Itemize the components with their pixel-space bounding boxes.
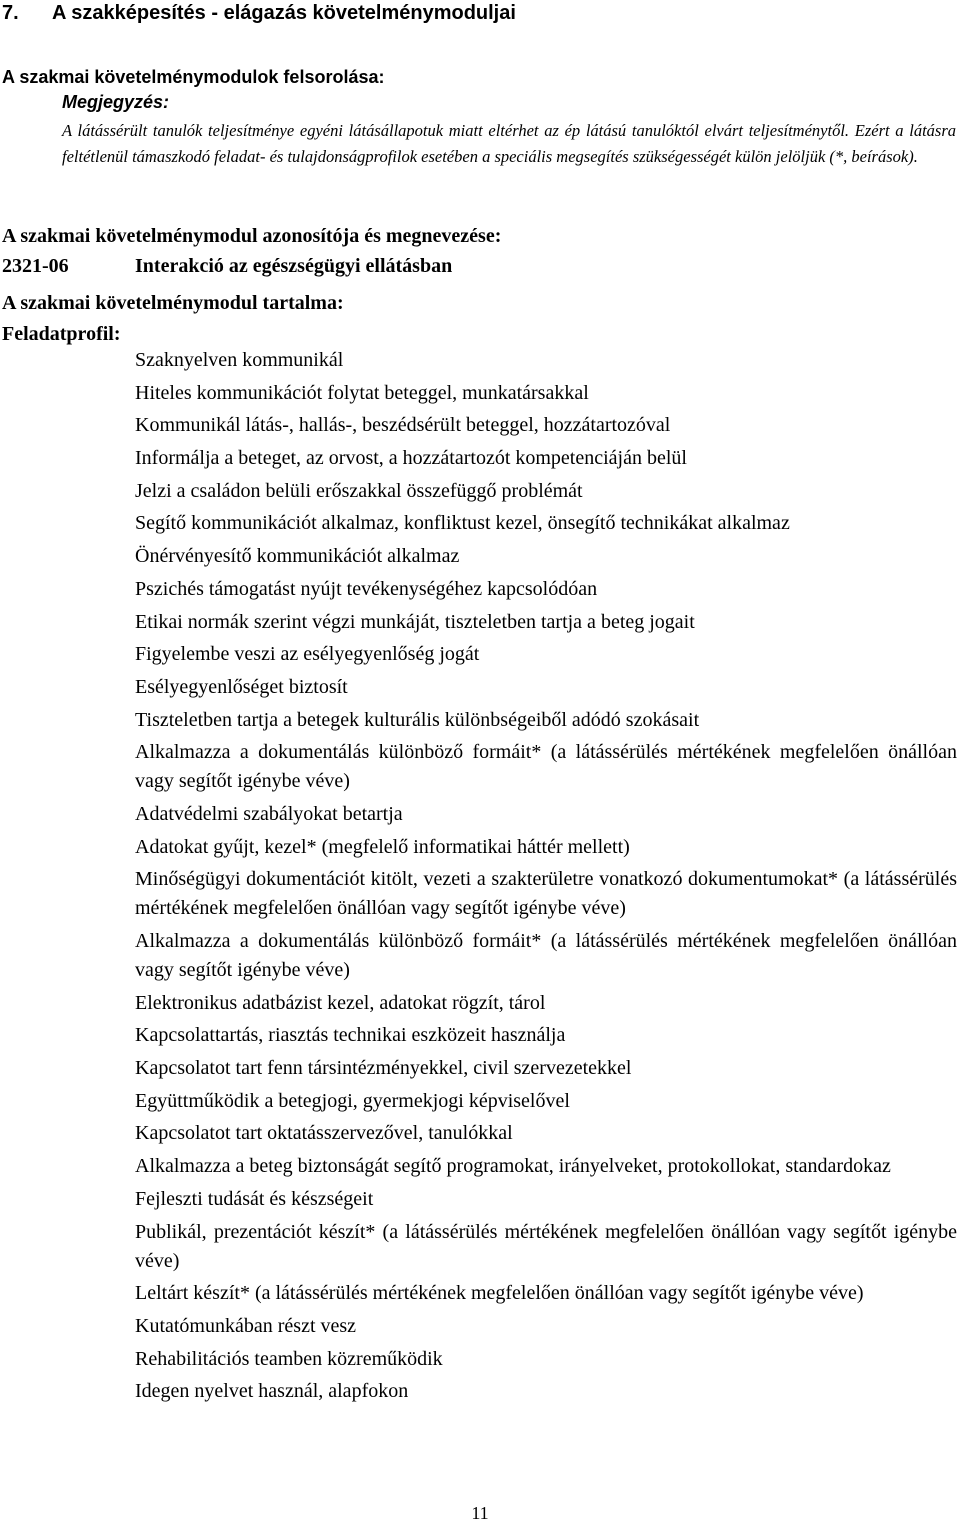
module-name: Interakció az egészségügyi ellátásban xyxy=(135,255,453,277)
task-item: Alkalmazza a beteg biztonságát segítő programokat, irányelveket, protokollokat, standardokaz xyxy=(135,1155,891,1178)
module-code: 2321-06 xyxy=(2,255,69,277)
task-item: Alkalmazza a dokumentálás különböző formáit* (a látássérülés mértékének megfelelően önállóan vagy segítőt igénybe véve) xyxy=(135,930,957,981)
task-item: Kapcsolatot tart oktatásszervezővel, tanulókkal xyxy=(135,1122,513,1145)
module-content-title: A szakmai követelménymodul tartalma: xyxy=(2,292,344,314)
task-item: Elektronikus adatbázist kezel, adatokat rögzít, tárol xyxy=(135,991,546,1014)
task-item: Kapcsolattartás, riasztás technikai eszközeit használja xyxy=(135,1024,566,1047)
module-code-row xyxy=(2,253,452,279)
task-item: Adatokat gyűjt, kezel* (megfelelő informatikai háttér mellett) xyxy=(135,835,630,858)
chapter-number: 7. xyxy=(2,2,19,24)
note-heading: Megjegyzés: xyxy=(62,92,170,112)
task-item: Kutatómunkában részt vesz xyxy=(135,1314,357,1337)
task-item: Segítő kommunikációt alkalmaz, konfliktust kezel, önsegítő technikákat alkalmaz xyxy=(135,512,790,535)
task-item: Adatvédelmi szabályokat betartja xyxy=(135,802,403,825)
task-item: Tiszteletben tartja a betegek kulturális különbségeiből adódó szokásait xyxy=(135,708,700,731)
task-item: Rehabilitációs teamben közreműködik xyxy=(135,1347,443,1370)
task-item: Idegen nyelvet használ, alapfokon xyxy=(135,1380,409,1403)
task-item: Jelzi a családon belüli erőszakkal összefüggő problémát xyxy=(135,479,583,502)
chapter-heading xyxy=(2,0,516,26)
task-item: Esélyegyenlőséget biztosít xyxy=(135,675,348,698)
task-item: Alkalmazza a dokumentálás különböző formáit* (a látássérülés mértékének megfelelően önállóan vagy segítőt igénybe véve) xyxy=(135,741,957,793)
task-item: Pszichés támogatást nyújt tevékenységéhez kapcsolódóan xyxy=(135,577,598,600)
task-item: Figyelembe veszi az esélyegyenlőség jogát xyxy=(135,643,480,666)
task-item: Hiteles kommunikációt folytat beteggel, munkatársakkal xyxy=(135,381,589,404)
note-text: A látássérült tanulók teljesítménye egyéni látásállapotuk miatt eltérhet az ép látású tanulóktól elvárt teljesítménytől. Ezért a látásra feltétlenül támaszkodó feladat- és tulajdonságprofilok esetében a speciális megsegítés szükségességét külön jelöljük (*, beírások). xyxy=(62,121,956,166)
task-item: Minőségügyi dokumentációt kitölt, vezeti a szakterületre vonatkozó dokumentumokat* (a látássérülés mértékének megfelelően önállóan vagy segítőt igénybe véve) xyxy=(135,868,957,920)
task-item: Önérvényesítő kommunikációt alkalmaz xyxy=(135,545,460,568)
task-item: Etikai normák szerint végzi munkáját, tiszteletben tartja a beteg jogait xyxy=(135,610,695,633)
task-item: Leltárt készít* (a látássérülés mértékének megfelelően önállóan vagy segítőt igénybe véve) xyxy=(135,1282,864,1305)
task-item: Kapcsolatot tart fenn társintézményekkel, civil szervezetekkel xyxy=(135,1057,632,1080)
page-number: 11 xyxy=(471,1503,489,1523)
task-list xyxy=(135,346,957,1410)
profile-title: Feladatprofil: xyxy=(2,323,121,345)
task-item: Szaknyelven kommunikál xyxy=(135,349,344,371)
task-item: Informálja a beteget, az orvost, a hozzátartozót kompetenciáján belül xyxy=(135,447,687,470)
task-item: Kommunikál látás-, hallás-, beszédsérült beteggel, hozzátartozóval xyxy=(135,414,671,437)
task-item: Fejleszti tudását és készségeit xyxy=(135,1187,374,1210)
task-item: Publikál, prezentációt készít* (a látássérülés mértékének megfelelően önállóan vagy segítőt igénybe véve) xyxy=(135,1220,957,1272)
section-title: A szakmai követelménymodulok felsorolása: xyxy=(2,67,385,87)
task-item: Együttműködik a betegjogi, gyermekjogi képviselővel xyxy=(135,1089,570,1112)
module-id-title: A szakmai követelménymodul azonosítója és megnevezése: xyxy=(2,225,502,247)
chapter-title: A szakképesítés - elágazás követelménymoduljai xyxy=(52,2,516,24)
